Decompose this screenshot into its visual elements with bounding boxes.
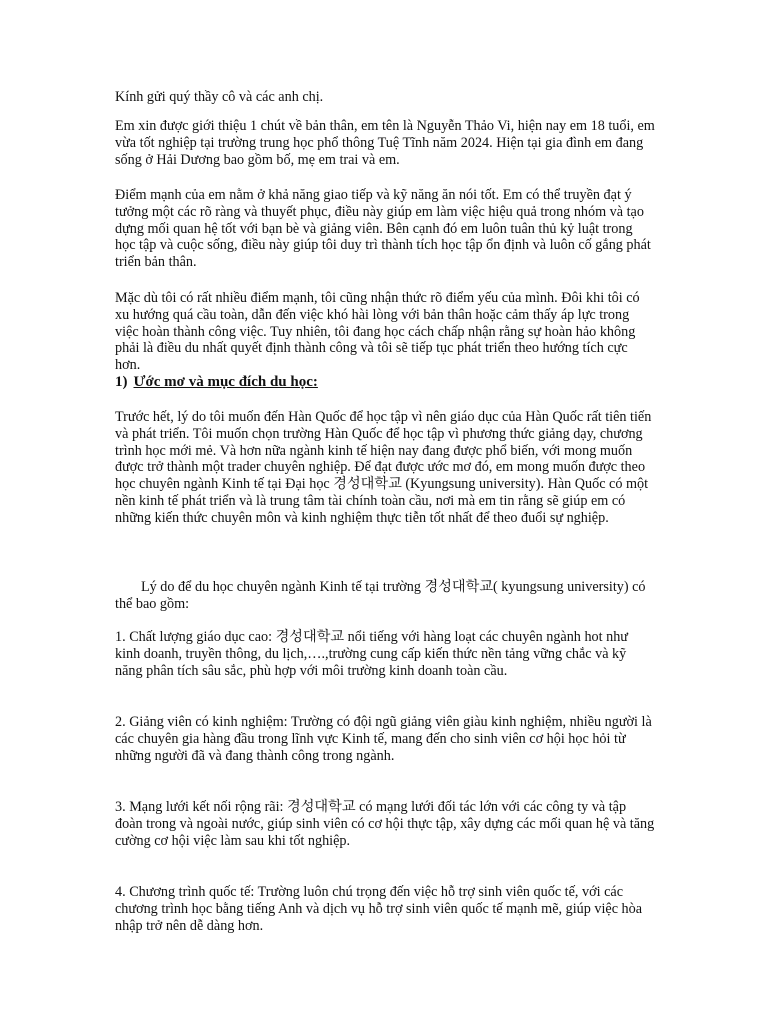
reason-2-paragraph: 2. Giảng viên có kinh nghiệm: Trường có đội ngũ giảng viên giàu kinh nghiệm, nhiều người là các chuyên gia hàng đầu trong lĩnh vực Kinh tế, mang đến cho sinh viên cơ hội học hỏi từ những người đã và đang thành công trong ngành. xyxy=(115,714,652,764)
reason-main-paragraph: Trước hết, lý do tôi muốn đến Hàn Quốc để học tập vì nên giáo dục của Hàn Quốc rất tiên tiến và phát triển. Tôi muốn chọn trường Hàn Quốc để học tập vì phương thức giảng dạy, chương trình học mới mẻ. Và hơn nữa ngành kinh tế hiện nay đang được phổ biến, với mong muốn được trở thành một trader chuyên nghiệp. Để đạt được ước mơ đó, em mong muốn được theo học chuyên ngành Kinh tế tại Đại học 경성대학교 (Kyungsung university). Hàn Quốc có một nền kinh tế phát triển và là trung tâm tài chính toàn cầu, nơi mà em tin rằng sẽ giúp em có những kiến thức chuyên môn và kinh nghiệm thực tiễn tốt nhất để theo đuổi sự nghiệp. xyxy=(115,409,652,526)
section-number: 1) xyxy=(115,374,128,390)
reason-1-paragraph: 1. Chất lượng giáo dục cao: 경성대학교 nổi tiếng với hàng loạt các chuyên ngành hot như kinh doanh, truyền thông, du lịch,….,trường cung cấp kiến thức nền tảng vững chắc và kỹ năng phân tích sâu sắc, phù hợp với môi trường kinh doanh toàn cầu. xyxy=(115,629,629,679)
strengths-paragraph: Điểm mạnh của em nằm ở khả năng giao tiếp và kỹ năng ăn nói tốt. Em có thể truyền đạt ý tưởng một các rõ ràng và thuyết phục, điều này giúp em làm việc hiệu quả trong nhóm và tạo dựng mối quan hệ tốt với bạn bè và giảng viên. Bên cạnh đó em luôn tuân thủ kỷ luật trong học tập và cuộc sống, điều này giúp tôi duy trì thành tích học tập ổn định và luôn cố gắng phát triển bản thân. xyxy=(115,187,651,271)
section-heading xyxy=(115,374,655,391)
reasons-intro-paragraph: Lý do để du học chuyên ngành Kinh tế tại trường 경성대학교( kyungsung university) có thể bao gồm: xyxy=(115,579,646,612)
reason-3-paragraph: 3. Mạng lưới kết nối rộng rãi: 경성대학교 có mạng lưới đối tác lớn với các công ty và tập đoàn trong và ngoài nước, giúp sinh viên có cơ hội thực tập, xây dựng các mối quan hệ và tăng cường cơ hội việc làm sau khi tốt nghiệp. xyxy=(115,799,655,849)
section-title: Ước mơ và mục đích du học: xyxy=(133,374,318,390)
reason-4-paragraph: 4. Chương trình quốc tế: Trường luôn chú trọng đến việc hỗ trợ sinh viên quốc tế, với các chương trình học bằng tiếng Anh và dịch vụ hỗ trợ sinh viên quốc tế mạnh mẽ, giúp việc hòa nhập trở nên dễ dàng hơn. xyxy=(115,884,643,934)
greeting-paragraph: Kính gửi quý thầy cô và các anh chị. xyxy=(115,89,324,105)
intro-paragraph: Em xin được giới thiệu 1 chút về bản thân, em tên là Nguyễn Thảo Vi, hiện nay em 18 tuổi, em vừa tốt nghiệp tại trường trung học phổ thông Tuệ Tĩnh năm 2024. Hiện tại gia đình em đang sống ở Hải Dương bao gồm bố, mẹ em trai và em. xyxy=(115,118,655,168)
weaknesses-paragraph: Mặc dù tôi có rất nhiều điểm mạnh, tôi cũng nhận thức rõ điểm yếu của mình. Đôi khi tôi có xu hướng quá cầu toàn, dẫn đến việc khó hài lòng với bản thân hoặc cảm thấy áp lực trong việc hoàn thành công việc. Tuy nhiên, tôi đang học cách chấp nhận rằng sự hoàn hảo không phải là điều du nhất quyết định thành công và tôi sẽ tiếp tục phát triển theo hướng tích cực hơn. xyxy=(115,290,640,374)
